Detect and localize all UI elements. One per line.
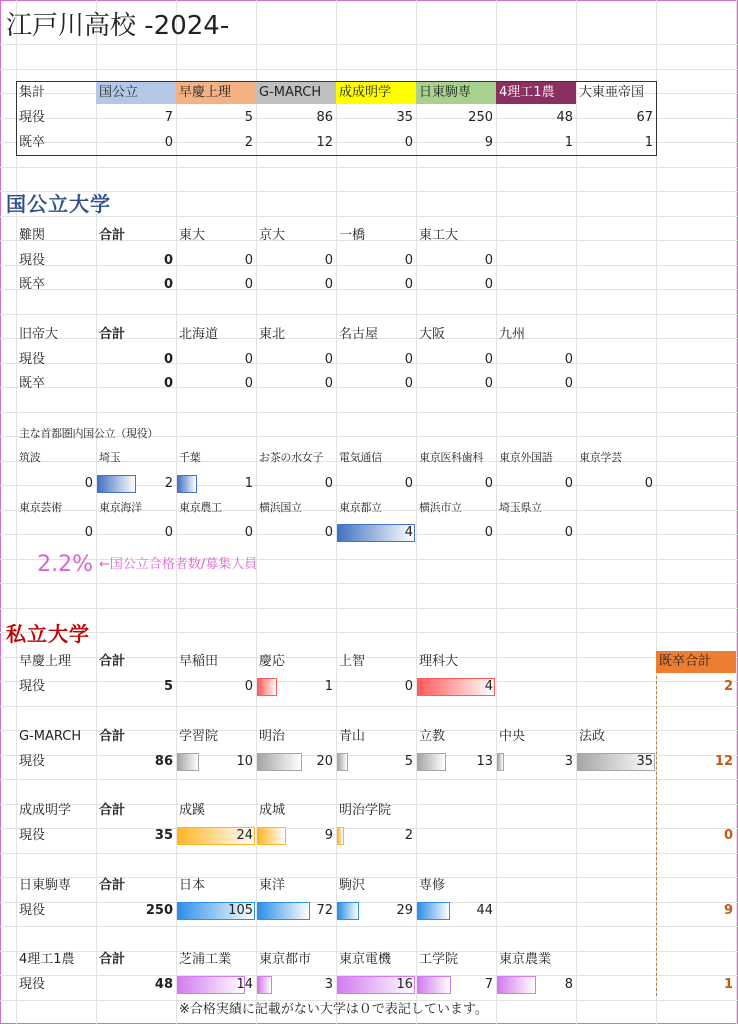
private-group-label: 成成明学 <box>19 803 72 818</box>
private-value: 10 <box>236 754 253 769</box>
metro-caption: 主な首都圏内国公立（現役） <box>19 427 159 440</box>
metro-value: 0 <box>84 525 93 540</box>
summary-value: 1 <box>564 135 573 150</box>
private-value: 8 <box>564 977 573 992</box>
kyuteidai-value: 0 <box>244 352 253 367</box>
metro-value: 0 <box>564 525 573 540</box>
nanken-value: 0 <box>244 277 253 292</box>
private-heading: 私立大学 <box>6 622 90 646</box>
grid-row-line <box>0 167 738 168</box>
nanken-univ-name: 京大 <box>259 228 286 243</box>
metro-univ-name: 埼玉県立 <box>499 501 542 514</box>
private-value: 3 <box>564 754 573 769</box>
metro-univ-name: 千葉 <box>179 451 201 464</box>
metro-univ-name: 東京芸術 <box>19 501 62 514</box>
kyuteidai-value: 0 <box>404 352 413 367</box>
private-row-label: 現役 <box>19 828 46 843</box>
nanken-value: 0 <box>244 253 253 268</box>
private-univ-name: 東京農業 <box>499 952 552 967</box>
private-univ-name: 立教 <box>419 729 446 744</box>
summary-value: 0 <box>164 135 173 150</box>
metro-value: 0 <box>404 476 413 491</box>
private-univ-name: 芝浦工業 <box>179 952 232 967</box>
kyuteidai-value: 0 <box>324 376 333 391</box>
private-univ-name: 明治 <box>259 729 286 744</box>
private-univ-name: 東京都市 <box>259 952 312 967</box>
private-value: 35 <box>636 754 653 769</box>
summary-value: 250 <box>468 110 493 125</box>
kyuteidai-univ-name: 九州 <box>499 327 526 342</box>
private-row-label: 現役 <box>19 977 46 992</box>
kyuteidai-value: 0 <box>244 376 253 391</box>
summary-table-border <box>16 81 657 156</box>
private-value: 2 <box>404 828 413 843</box>
private-group-total: 250 <box>145 903 173 918</box>
private-univ-name: 明治学院 <box>339 803 392 818</box>
private-univ-name: 東洋 <box>259 878 286 893</box>
summary-value: 1 <box>644 135 653 150</box>
private-group-total: 48 <box>154 977 173 992</box>
metro-univ-name: 電気通信 <box>339 451 382 464</box>
summary-value: 5 <box>244 110 253 125</box>
nanken-row-label: 既卒 <box>19 277 46 292</box>
metro-univ-name: 東京学芸 <box>579 451 622 464</box>
nanken-row-total: 0 <box>163 253 173 268</box>
nanken-value: 0 <box>324 253 333 268</box>
grid-col-line <box>736 0 737 1024</box>
private-group-label: 4理工1農 <box>19 952 75 967</box>
private-univ-name: 理科大 <box>419 654 459 669</box>
private-univ-name: 日本 <box>179 878 206 893</box>
national-ratio-note: ←国公立合格者数/募集人員 <box>99 557 258 572</box>
kyuteidai-row-total: 0 <box>163 352 173 367</box>
private-value: 3 <box>324 977 333 992</box>
metro-univ-name: 横浜国立 <box>259 501 302 514</box>
national-heading: 国公立大学 <box>6 192 111 216</box>
private-value: 29 <box>396 903 413 918</box>
private-value: 72 <box>316 903 333 918</box>
private-univ-name: 上智 <box>339 654 366 669</box>
private-group-total: 5 <box>163 679 173 694</box>
kyuteidai-value: 0 <box>564 352 573 367</box>
nanken-value: 0 <box>484 277 493 292</box>
metro-univ-name: 東京都立 <box>339 501 382 514</box>
nanken-row-total: 0 <box>163 277 173 292</box>
metro-value: 0 <box>324 476 333 491</box>
kyuteidai-univ-name: 大阪 <box>419 327 446 342</box>
private-univ-name: 成蹊 <box>179 803 206 818</box>
private-univ-name: 工学院 <box>419 952 459 967</box>
national-ratio: 2.2% <box>37 552 93 577</box>
grid-row-line <box>0 608 738 609</box>
footnote: ※合格実績に記載がない大学は０で表記しています。 <box>179 1002 488 1017</box>
metro-value: 0 <box>244 525 253 540</box>
kyuteidai-univ-name: 北海道 <box>179 327 219 342</box>
summary-value: 86 <box>316 110 333 125</box>
metro-value: 0 <box>84 476 93 491</box>
private-group-label: 早慶上理 <box>19 654 72 669</box>
private-value: 5 <box>404 754 413 769</box>
private-univ-name: 中央 <box>499 729 526 744</box>
kisotsu-header: 既卒合計 <box>656 651 736 673</box>
private-value: 24 <box>236 828 253 843</box>
summary-value: 2 <box>244 135 253 150</box>
private-value: 1 <box>324 679 333 694</box>
summary-header-0: 集計 <box>19 85 46 100</box>
private-value: 9 <box>324 828 333 843</box>
summary-header-3: G-MARCH <box>256 82 336 104</box>
private-total-label: 合計 <box>99 803 126 818</box>
nanken-value: 0 <box>404 277 413 292</box>
private-value: 16 <box>396 977 413 992</box>
summary-row-label: 既卒 <box>19 135 46 150</box>
metro-value: 0 <box>644 476 653 491</box>
private-univ-name: 専修 <box>419 878 446 893</box>
kyuteidai-label: 旧帝大 <box>19 327 59 342</box>
private-value: 105 <box>228 903 253 918</box>
kisotsu-total: 12 <box>714 754 733 769</box>
private-group-total: 35 <box>154 828 173 843</box>
private-group-label: 日東駒専 <box>19 878 72 893</box>
nanken-row-label: 現役 <box>19 253 46 268</box>
metro-univ-name: 筑波 <box>19 451 41 464</box>
kyuteidai-value: 0 <box>404 376 413 391</box>
nanken-univ-name: 東工大 <box>419 228 459 243</box>
kisotsu-total: 1 <box>723 977 733 992</box>
summary-header-5: 日東駒専 <box>416 82 496 104</box>
metro-value: 0 <box>324 525 333 540</box>
summary-value: 67 <box>636 110 653 125</box>
summary-value: 35 <box>396 110 413 125</box>
private-row-label: 現役 <box>19 679 46 694</box>
summary-value: 12 <box>316 135 333 150</box>
nanken-univ-name: 一橋 <box>339 228 366 243</box>
metro-univ-name: 東京外国語 <box>499 451 553 464</box>
private-univ-name: 駒沢 <box>339 878 366 893</box>
kyuteidai-row-label: 既卒 <box>19 376 46 391</box>
grid-row-line <box>0 706 738 707</box>
summary-header-7: 大東亜帝国 <box>579 85 645 100</box>
kisotsu-total: 0 <box>723 828 733 843</box>
private-total-label: 合計 <box>99 654 126 669</box>
private-value: 0 <box>244 679 253 694</box>
page-title: 江戸川高校 -2024- <box>6 11 230 41</box>
private-value: 13 <box>476 754 493 769</box>
private-value: 44 <box>476 903 493 918</box>
summary-value: 9 <box>484 135 493 150</box>
private-value: 4 <box>484 679 493 694</box>
summary-value: 7 <box>164 110 173 125</box>
metro-value: 1 <box>244 476 253 491</box>
summary-header-6: 4理工1農 <box>496 82 576 104</box>
private-total-label: 合計 <box>99 952 126 967</box>
kisotsu-total: 9 <box>723 903 733 918</box>
grid-row-line <box>0 779 738 780</box>
nanken-value: 0 <box>484 253 493 268</box>
private-univ-name: 慶応 <box>259 654 286 669</box>
summary-row-label: 現役 <box>19 110 46 125</box>
metro-univ-name: 東京農工 <box>179 501 222 514</box>
kyuteidai-total-label: 合計 <box>99 327 126 342</box>
metro-value: 0 <box>484 525 493 540</box>
metro-value: 0 <box>564 476 573 491</box>
private-group-label: G-MARCH <box>19 729 82 744</box>
kyuteidai-univ-name: 名古屋 <box>339 327 379 342</box>
summary-header-4: 成成明学 <box>336 82 416 104</box>
summary-value: 0 <box>404 135 413 150</box>
metro-univ-name: 東京海洋 <box>99 501 142 514</box>
kyuteidai-univ-name: 東北 <box>259 327 286 342</box>
kisotsu-total: 2 <box>723 679 733 694</box>
kyuteidai-row-total: 0 <box>163 376 173 391</box>
private-total-label: 合計 <box>99 878 126 893</box>
private-row-label: 現役 <box>19 903 46 918</box>
kyuteidai-value: 0 <box>564 376 573 391</box>
private-group-total: 86 <box>154 754 173 769</box>
private-value: 7 <box>484 977 493 992</box>
grid-row-line <box>0 853 738 854</box>
grid-row-line <box>0 926 738 927</box>
nanken-univ-name: 東大 <box>179 228 206 243</box>
kyuteidai-row-label: 現役 <box>19 352 46 367</box>
grid-row-line <box>0 314 738 315</box>
private-univ-name: 東京電機 <box>339 952 392 967</box>
summary-header-1: 国公立 <box>96 82 176 104</box>
metro-univ-name: 横浜市立 <box>419 501 462 514</box>
private-univ-name: 青山 <box>339 729 366 744</box>
kyuteidai-value: 0 <box>484 376 493 391</box>
private-univ-name: 学習院 <box>179 729 219 744</box>
kyuteidai-value: 0 <box>484 352 493 367</box>
metro-value: 2 <box>164 476 173 491</box>
private-total-label: 合計 <box>99 729 126 744</box>
private-row-label: 現役 <box>19 754 46 769</box>
private-univ-name: 早稲田 <box>179 654 219 669</box>
summary-value: 48 <box>556 110 573 125</box>
nanken-total-label: 合計 <box>99 228 126 243</box>
private-value: 20 <box>316 754 333 769</box>
metro-univ-name: 東京医科歯科 <box>419 451 484 464</box>
private-univ-name: 成城 <box>259 803 286 818</box>
nanken-label: 難関 <box>19 228 46 243</box>
metro-univ-name: 埼玉 <box>99 451 121 464</box>
grid-row-line <box>0 583 738 584</box>
private-value: 0 <box>404 679 413 694</box>
metro-univ-name: お茶の水女子 <box>259 451 324 464</box>
metro-value: 4 <box>404 525 413 540</box>
private-univ-name: 法政 <box>579 729 606 744</box>
grid-row-line <box>0 69 738 70</box>
kyuteidai-value: 0 <box>324 352 333 367</box>
nanken-value: 0 <box>404 253 413 268</box>
metro-value: 0 <box>164 525 173 540</box>
grid-row-line <box>0 632 738 633</box>
metro-value: 0 <box>484 476 493 491</box>
private-value: 14 <box>236 977 253 992</box>
summary-header-2: 早慶上理 <box>176 82 256 104</box>
nanken-value: 0 <box>324 277 333 292</box>
grid-row-line <box>0 412 738 413</box>
